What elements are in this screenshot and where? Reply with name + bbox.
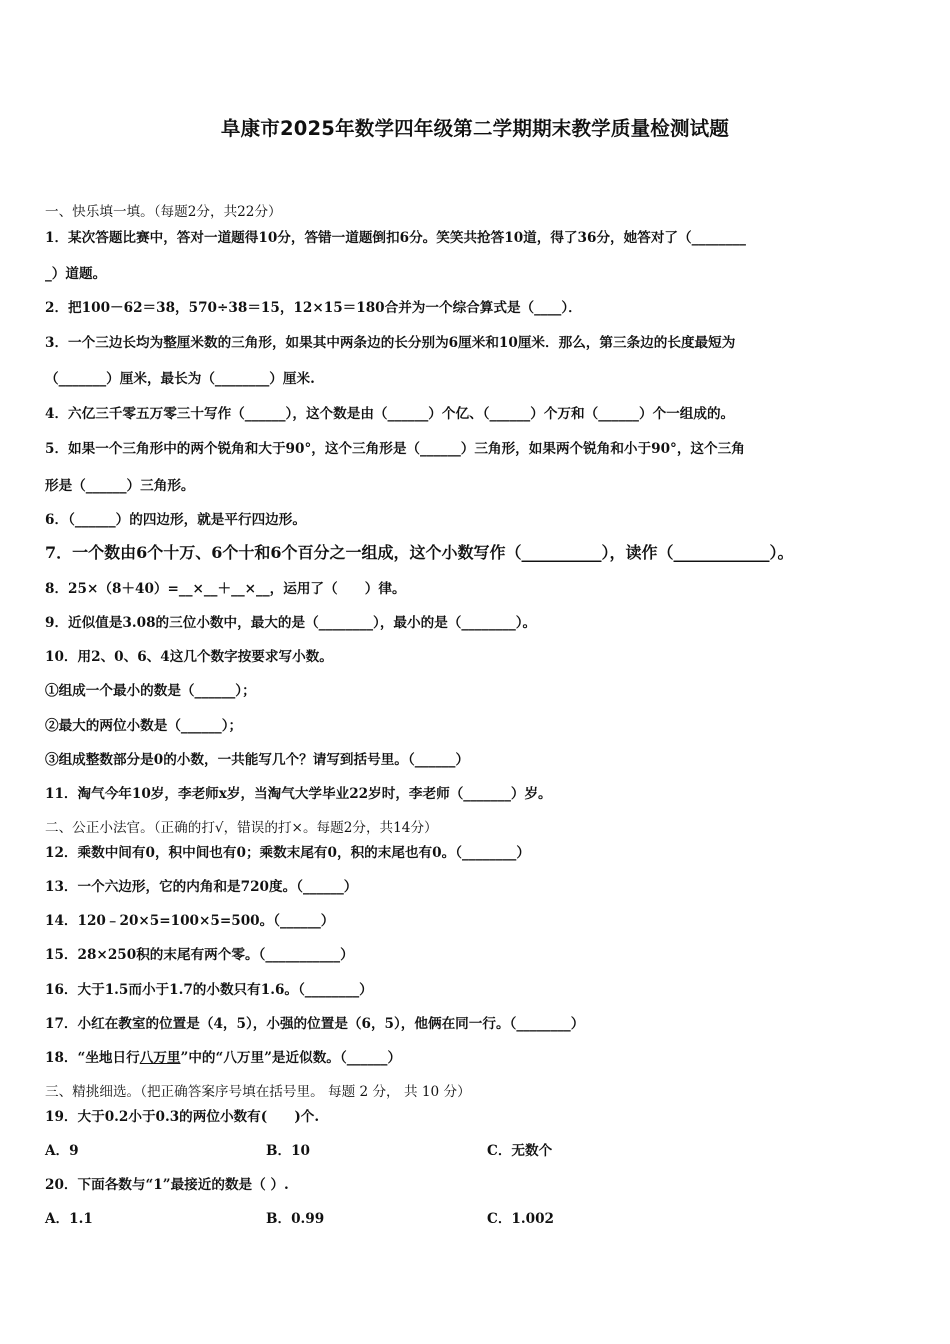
question-10-part-3: ③组成整数部分是0的小数，一共能写几个？请写到括号里。（______） — [45, 752, 470, 768]
question-4: 4．六亿三千零五万零三十写作（______），这个数是由（______）个亿、（______）个万和（______）个一组成的。 — [45, 406, 735, 422]
question-19-option-b: B．10 — [266, 1143, 311, 1159]
question-20-option-c: C．1.002 — [487, 1211, 554, 1227]
question-3-line-1: 3．一个三边长均为整厘米数的三角形，如果其中两条边的长分别为6厘米和10厘米．那么，第三条边的长度最短为 — [45, 335, 736, 351]
question-18 — [45, 1049, 401, 1067]
question-15: 15．28×250积的末尾有两个零。（___________） — [45, 947, 354, 963]
question-12: 12．乘数中间有0，积中间也有0；乘数末尾有0，积的末尾也有0。（________） — [45, 845, 530, 861]
question-19-option-a: A．9 — [45, 1143, 79, 1159]
question-1-line-1: 1．某次答题比赛中，答对一道题得10分，答错一道题倒扣6分。笑笑共抢答10道，得了36分，她答对了（________ — [45, 230, 746, 246]
question-18-underlined: 八万里 — [139, 1050, 181, 1066]
question-19: 19．大于0.2小于0.3的两位小数有( )个. — [45, 1109, 320, 1125]
question-2: 2．把100－62＝38，570÷38＝15，12×15＝180合并为一个综合算式是（____）． — [45, 300, 582, 316]
question-10: 10．用2、0、6、4这几个数字按要求写小数。 — [45, 649, 333, 665]
question-11: 11．淘气今年10岁，李老师x岁，当淘气大学毕业22岁时，李老师（_______）岁。 — [45, 786, 552, 802]
question-1-line-2: _）道题。 — [45, 266, 107, 282]
page-title: 阜康市2025年数学四年级第二学期期末教学质量检测试题 — [220, 117, 730, 140]
question-9: 9．近似值是3.08的三位小数中，最大的是（________），最小的是（________）。 — [45, 615, 537, 631]
question-20-option-a: A．1.1 — [45, 1211, 93, 1227]
question-6: 6．（______）的四边形，就是平行四边形。 — [45, 512, 306, 528]
question-13: 13．一个六边形，它的内角和是720度。（______） — [45, 879, 358, 895]
question-18-prefix: 18．“坐地日行 — [45, 1050, 140, 1066]
section-1-heading: 一、快乐填一填。（每题2分，共22分） — [45, 204, 282, 220]
question-17: 17．小红在教室的位置是（4，5），小强的位置是（6，5），他俩在同一行。（________） — [45, 1016, 585, 1032]
question-10-part-2: ②最大的两位小数是（______）； — [45, 718, 243, 734]
question-7: 7．一个数由6个十万、6个十和6个百分之一组成，这个小数写作（__________），读作（____________）。 — [45, 543, 794, 562]
question-20: 20．下面各数与“1”最接近的数是（ ）. — [45, 1177, 289, 1193]
question-8: 8．25×（8＋40）=__×__＋__×__，运用了（ ）律。 — [45, 581, 406, 597]
question-5-line-2: 形是（______）三角形。 — [45, 478, 195, 494]
question-5-line-1: 5．如果一个三角形中的两个锐角和大于90°，这个三角形是（______）三角形，如果两个锐角和小于90°，这个三角 — [45, 441, 745, 457]
question-19-option-c: C．无数个 — [487, 1143, 553, 1159]
question-14: 14．120﹣20×5=100×5=500。（______） — [45, 913, 335, 929]
question-20-option-b: B．0.99 — [266, 1211, 325, 1227]
question-10-part-1: ①组成一个最小的数是（______）； — [45, 683, 256, 699]
section-2-heading: 二、公正小法官。（正确的打√，错误的打×。每题2分，共14分） — [45, 820, 438, 836]
section-3-heading: 三、精挑细选。（把正确答案序号填在括号里。 每题 2 分， 共 10 分） — [45, 1084, 471, 1100]
question-3-line-2: （_______）厘米，最长为（________）厘米. — [45, 371, 315, 387]
question-18-suffix: ”中的“八万里”是近似数。（______） — [180, 1050, 402, 1066]
question-16: 16．大于1.5而小于1.7的小数只有1.6。（________） — [45, 982, 373, 998]
